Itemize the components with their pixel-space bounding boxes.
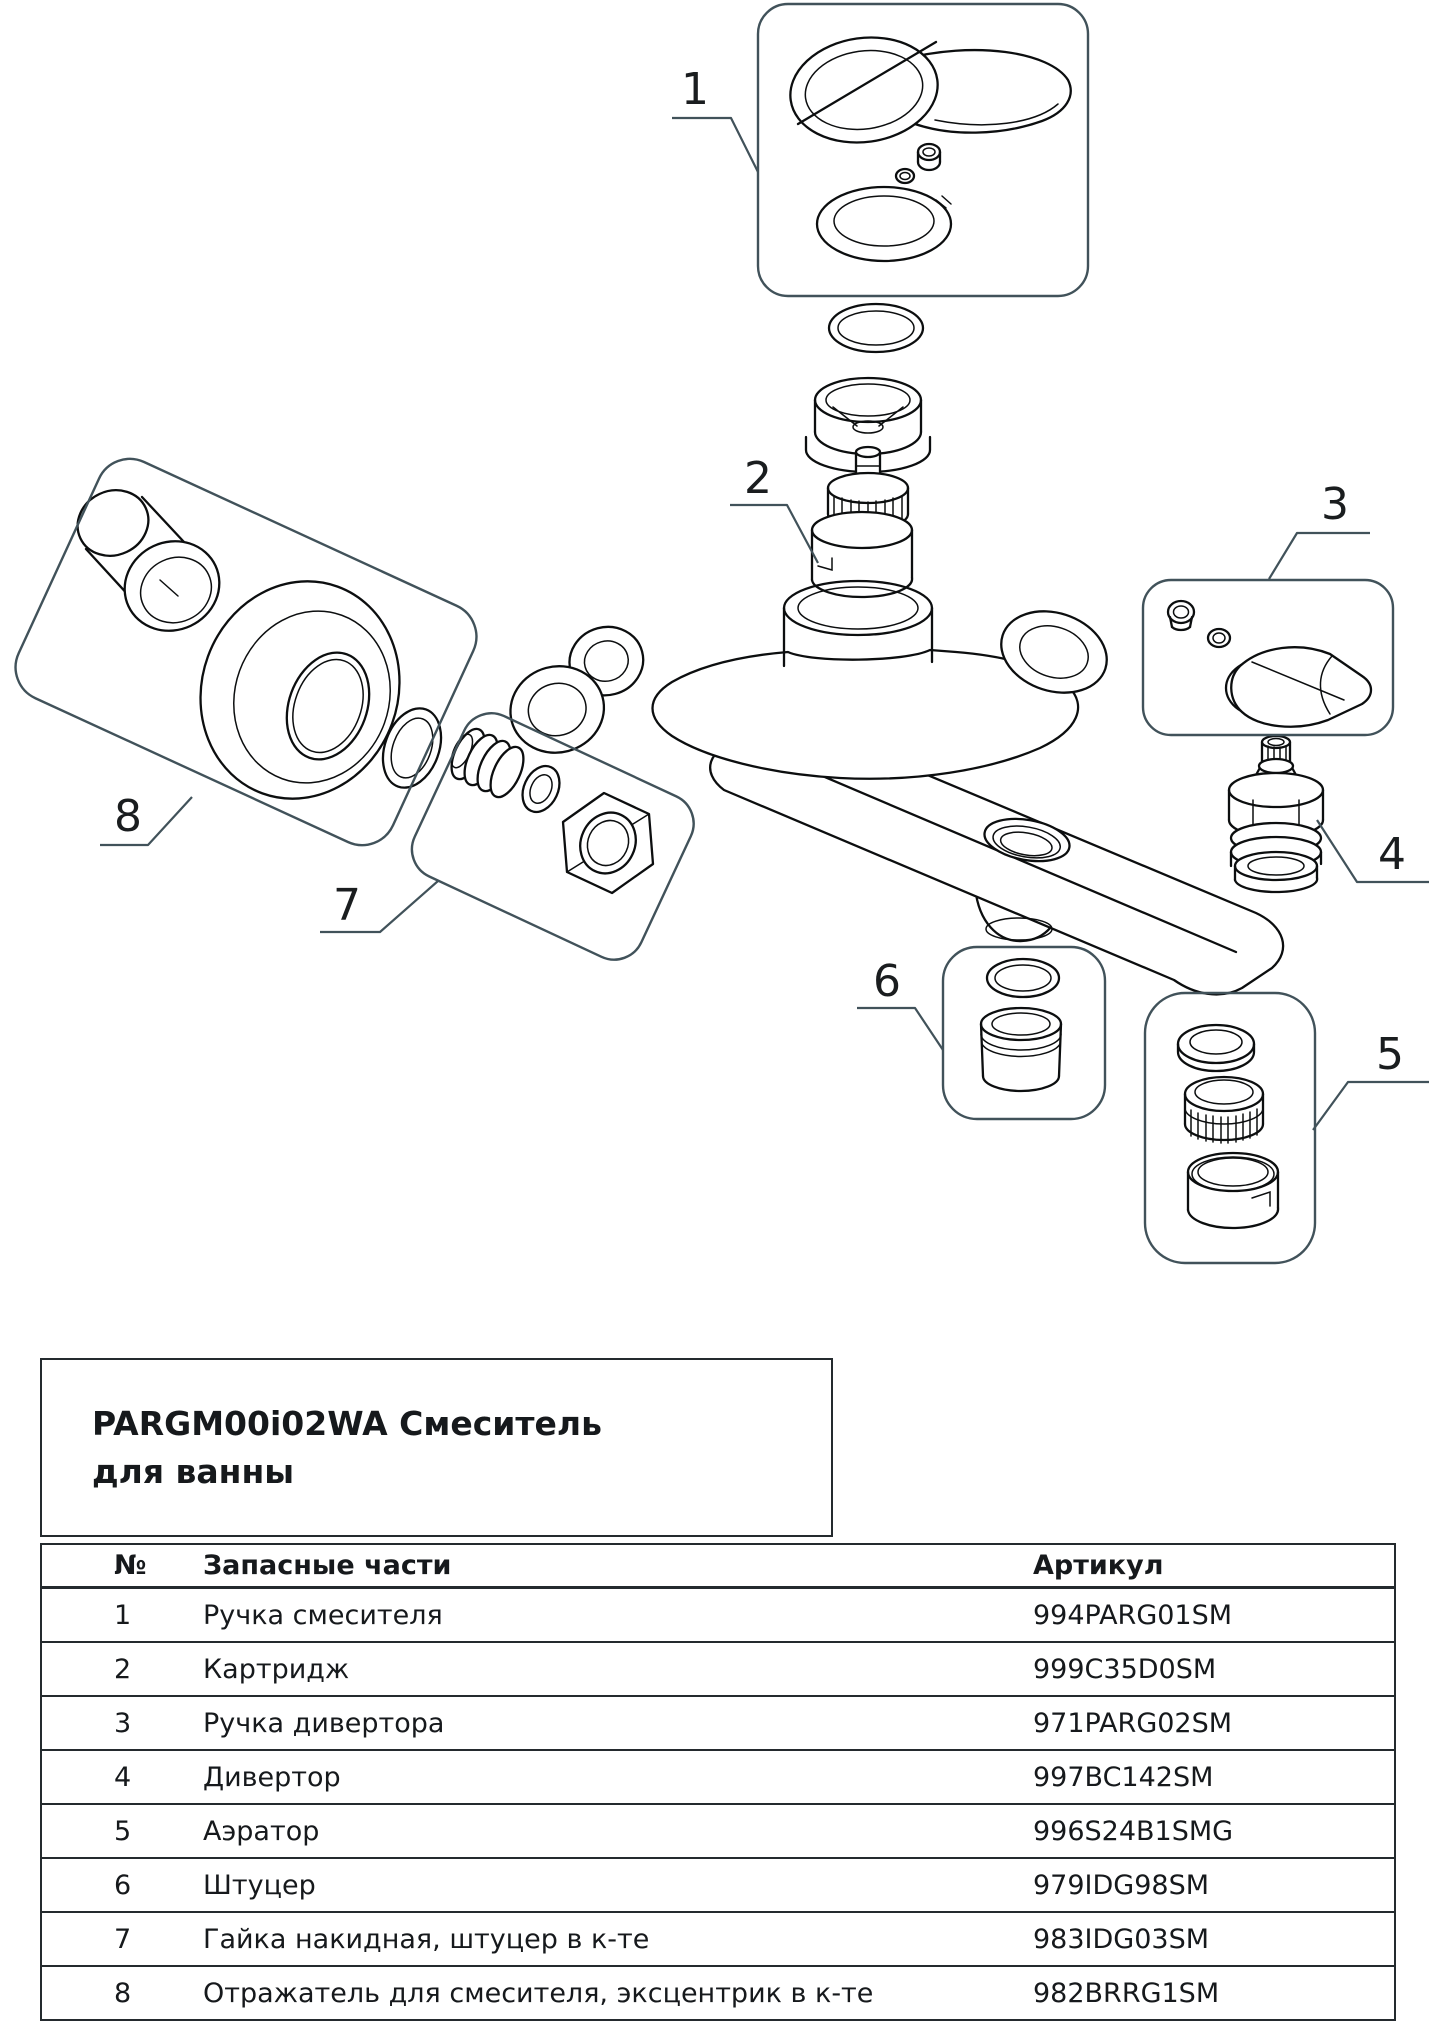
part-name: Картридж bbox=[201, 1642, 1031, 1696]
part-article: 971PARG02SM bbox=[1031, 1696, 1395, 1750]
escutcheon-drawing bbox=[67, 479, 452, 827]
table-row bbox=[41, 1966, 1395, 2020]
cartridge-drawing bbox=[806, 304, 930, 597]
part-article: 983IDG03SM bbox=[1031, 1912, 1395, 1966]
part-article: 997BC142SM bbox=[1031, 1750, 1395, 1804]
part-num: 6 bbox=[41, 1858, 201, 1912]
fitting-drawing bbox=[981, 959, 1061, 1091]
part-article: 994PARG01SM bbox=[1031, 1588, 1395, 1643]
part-name: Отражатель для смесителя, эксцентрик в к-те bbox=[203, 1977, 874, 2009]
part-article: 982BRRG1SM bbox=[1033, 1977, 1220, 2009]
mixer-handle-drawing bbox=[783, 28, 1070, 261]
parts-table-header-row bbox=[41, 1544, 1395, 1588]
callout-boxes bbox=[5, 4, 1393, 1263]
callout-number-7: 7 bbox=[333, 880, 361, 931]
callout-number-5: 5 bbox=[1376, 1029, 1404, 1080]
product-title: PARGM00i02WA Смеситель для ванны bbox=[92, 1404, 602, 1491]
table-row bbox=[41, 1696, 1395, 1750]
table-row bbox=[41, 1588, 1395, 1643]
part-name: Гайка накидная, штуцер в к-те bbox=[201, 1912, 1031, 1966]
callout-number-3: 3 bbox=[1321, 479, 1349, 530]
part-name: Ручка дивертора bbox=[201, 1696, 1031, 1750]
table-row bbox=[41, 1858, 1395, 1912]
part-num: 3 bbox=[41, 1696, 201, 1750]
part-article: 999C35D0SM bbox=[1031, 1642, 1395, 1696]
header-article: Артикул bbox=[1031, 1544, 1395, 1588]
part-article: 979IDG98SM bbox=[1031, 1858, 1395, 1912]
part-name: Штуцер bbox=[201, 1858, 1031, 1912]
part-num: 1 bbox=[41, 1588, 201, 1643]
callout-number-4: 4 bbox=[1378, 829, 1406, 880]
table-row bbox=[41, 1642, 1395, 1696]
header-num: № bbox=[41, 1544, 201, 1588]
callout-number-2: 2 bbox=[744, 453, 772, 504]
callout-number-6: 6 bbox=[873, 956, 901, 1007]
callout-number-1: 1 bbox=[681, 64, 709, 115]
header-name: Запасные части bbox=[201, 1544, 1031, 1588]
part-num: 4 bbox=[41, 1750, 201, 1804]
table-row bbox=[41, 1804, 1395, 1858]
parts-table bbox=[40, 1543, 1396, 2021]
part-num: 8 bbox=[114, 1977, 132, 2009]
table-row bbox=[41, 1750, 1395, 1804]
part-num: 5 bbox=[41, 1804, 201, 1858]
mixer-body-drawing bbox=[494, 581, 1117, 779]
part-name: Аэратор bbox=[201, 1804, 1031, 1858]
divertor-valve-drawing bbox=[1229, 736, 1323, 892]
part-name: Дивертор bbox=[201, 1750, 1031, 1804]
product-title-box bbox=[40, 1358, 833, 1537]
divertor-handle-drawing bbox=[1168, 601, 1371, 727]
aerator-drawing bbox=[1178, 1025, 1278, 1228]
part-article: 996S24B1SMG bbox=[1031, 1804, 1395, 1858]
part-num: 2 bbox=[41, 1642, 201, 1696]
table-row bbox=[41, 1912, 1395, 1966]
part-num: 7 bbox=[41, 1912, 201, 1966]
callout-number-8: 8 bbox=[114, 791, 142, 842]
part-name: Ручка смесителя bbox=[201, 1588, 1031, 1643]
